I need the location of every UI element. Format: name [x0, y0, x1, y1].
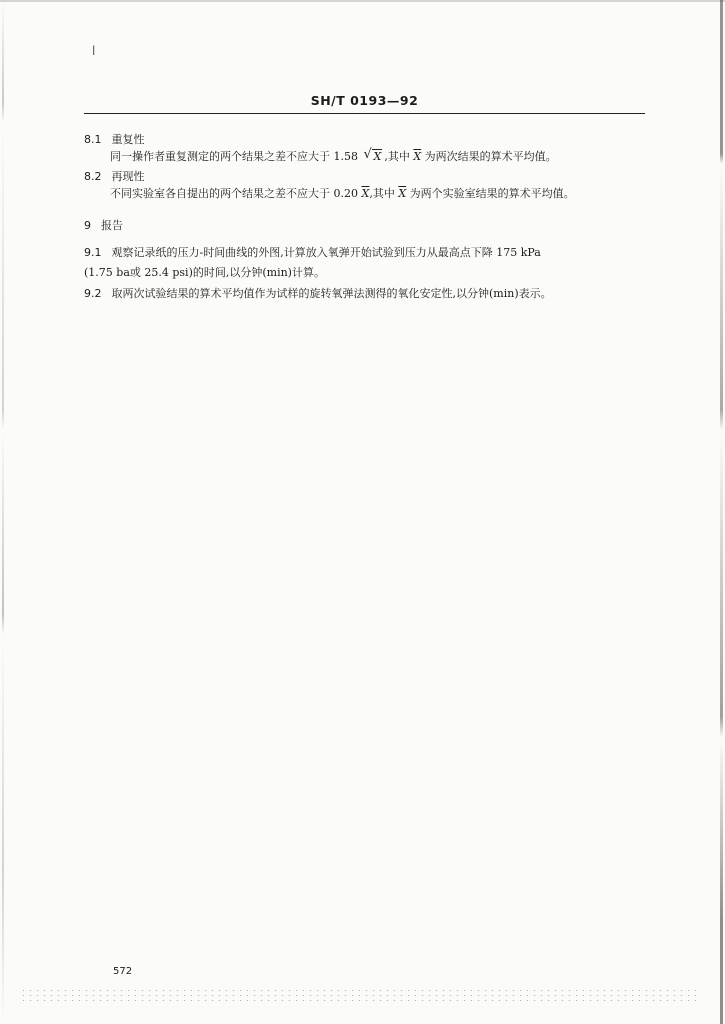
body-text: ,其中 [369, 187, 399, 200]
mean-symbol: $\overline{X}$ [413, 150, 422, 163]
body-text: 为两个实验室结果的算术平均值。 [406, 187, 575, 200]
section-8-2-heading [84, 170, 145, 184]
section-8-1-heading [84, 133, 145, 147]
scan-noise [20, 988, 700, 1002]
scan-top-edge [0, 0, 725, 2]
section-number: 9 [84, 219, 91, 232]
radical-sign: √ [363, 147, 372, 162]
scan-left-edge [2, 0, 4, 1024]
section-number: 9.1 [84, 246, 102, 259]
body-text: (1.75 ba或 25.4 psi)的时间,以分钟(min)计算。 [84, 266, 325, 279]
body-text: 观察记录纸的压力-时间曲线的外图,计算放入氧弹开始试验到压力从最高点下降 175 kPa [111, 246, 541, 259]
body-text: 取两次试验结果的算术平均值作为试样的旋转氧弹法测得的氧化安定性,以分钟(min)表示。 [111, 287, 552, 300]
section-9-2 [84, 287, 552, 301]
section-number: 8.2 [84, 170, 102, 183]
sqrt-expression [363, 147, 382, 164]
mean-symbol: $\overline{X}$ [398, 187, 407, 200]
radicand: X [373, 150, 382, 163]
section-title: 报告 [101, 219, 123, 232]
header-rule [84, 113, 645, 114]
body-text: 同一操作者重复测定的两个结果之差不应大于 1.58 [110, 150, 362, 163]
section-9-heading [84, 219, 123, 233]
mean-symbol: $\overline{X}$ [361, 187, 370, 200]
body-text: 不同实验室各自提出的两个结果之差不应大于 0.20 [110, 187, 362, 200]
section-number: 8.1 [84, 133, 102, 146]
section-8-1-body [110, 147, 557, 164]
section-8-2-body [110, 187, 575, 201]
section-title: 重复性 [111, 133, 145, 146]
page-number: 572 [113, 966, 133, 977]
page-mark: l [92, 44, 96, 58]
body-text: 为两次结果的算术平均值。 [421, 150, 557, 163]
section-number: 9.2 [84, 287, 102, 300]
document-header: SH/T 0193—92 [310, 93, 419, 108]
body-text: ,其中 [384, 150, 414, 163]
section-9-1-line-2 [84, 266, 325, 280]
scan-right-edge [720, 0, 723, 1024]
section-9-1-line-1 [84, 246, 541, 260]
section-title: 再现性 [111, 170, 145, 183]
